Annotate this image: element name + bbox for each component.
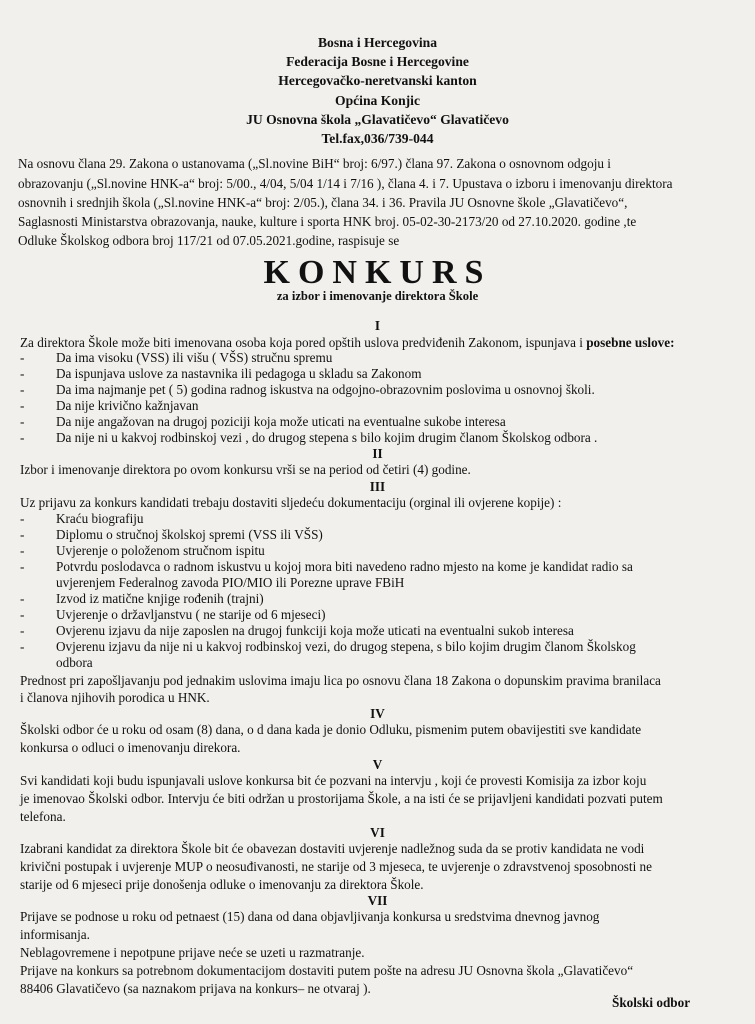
section-5-line: je imenovao Školski odbor. Intervju će biti održan u prostorijama Škole, a na isti će se prijavljeni kandidati pozvati putem <box>20 791 663 806</box>
section-6-line: krivični postupak i uvjerenje MUP o neosuđivanosti, ne starije od 3 mjeseca, te uvjerenje o zdravstvenoj sposobnosti ne <box>20 859 653 874</box>
section-number: IV <box>370 706 385 721</box>
section-4-line: konkursa o odluci o imenovanju direkora. <box>20 740 241 755</box>
document-subtitle: za izbor i imenovanje direktora Škole <box>276 289 479 303</box>
section-number: V <box>372 757 383 772</box>
section-5-line: Svi kandidati koji budu ispunjavali uslove konkursa bit će pozvani na intervju , koji će provesti Komisija za izbor koju <box>20 773 647 788</box>
list-item: - Ovjerenu izjavu da nije zaposlen na drugoj funkciji koja može uticati na eventualni sukob interesa <box>20 623 574 638</box>
document-header <box>0 33 755 148</box>
document-title: KONKURS <box>263 254 492 291</box>
intro-line: Saglasnosti Ministarstva obrazovanja, nauke, kulture i sporta HNK broj. 05-02-30-2173/20 od 27.10.2020. godine ,te <box>18 214 637 229</box>
intro-line: Na osnovu člana 29. Zakona o ustanovama („Sl.novine BiH“ broj: 6/97.) člana 97. Zakona o osnovnom odgoju i <box>18 156 611 171</box>
section-5-line: telefona. <box>20 809 66 824</box>
list-item: - Da nije angažovan na drugoj poziciji koja može uticati na eventualne sukobe interesa <box>20 414 506 429</box>
header-line: JU Osnovna škola „Glavatičevo“ Glavatičevo <box>246 111 509 127</box>
list-item-continuation: uvjerenjem Federalnog zavoda PIO/MIO ili Porezne uprave FBiH <box>56 575 405 590</box>
list-item: - Kraću biografiju <box>20 511 144 526</box>
section-7-line: 88406 Glavatičevo (sa naznakom prijava na konkurs– ne otvaraj ). <box>20 981 371 996</box>
section-number: II <box>372 446 383 461</box>
section-7-line: Prijave na konkurs sa potrebnom dokumentacijom dostaviti putem pošte na adresu JU Osnovna škola „Glavatičevo“ <box>20 963 634 978</box>
header-line: Hercegovačko-neretvanski kanton <box>278 73 477 89</box>
section-6-line: Izabrani kandidat za direktora Škole bit će obavezan dostaviti uvjerenje nadležnog suda da se protiv kandidata ne vodi <box>20 841 645 856</box>
list-item: - Diplomu o stručnoj školskoj spremi (VSS ili VŠS) <box>20 527 323 542</box>
intro-line: obrazovanju („Sl.novine HNK-a“ broj: 5/00., 4/04, 5/04 1/14 i 7/16 ), člana 4. i 7. Upustava o izboru i imenovanju direktora <box>18 176 673 191</box>
intro-line: Odluke Školskog odbora broj 117/21 od 07.05.2021.godine, raspisuje se <box>18 233 400 248</box>
header-line: Federacija Bosne i Hercegovine <box>286 54 469 70</box>
list-item: - Uvjerenje o državljanstvu ( ne starije od 6 mjeseci) <box>20 607 326 622</box>
section-7-line: Neblagovremene i nepotpune prijave neće se uzeti u razmatranje. <box>20 945 365 960</box>
list-item-continuation: odbora <box>56 655 93 670</box>
header-line: Bosna i Hercegovina <box>317 35 438 50</box>
lead-bold: posebne uslove <box>586 335 671 350</box>
list-item: - Uvjerenje o položenom stručnom ispitu <box>20 543 265 558</box>
intro-line: osnovnih i srednjih škola („Sl.novine HNK-a“ broj: 2/05.), člana 34. i 36. Pravila JU Osnovne škole „Glavatičevo“, <box>18 195 628 210</box>
lead-text: Za direktora Škole može biti imenovana osoba koja pored opštih uslova predviđenih Zakonom, ispunjava i <box>20 335 587 350</box>
section-number: VII <box>367 893 388 908</box>
list-item: - Da nije krivično kažnjavan <box>20 398 199 413</box>
list-item: - Da nije ni u kakvoj rodbinskoj vezi , do drugog stepena s bilo kojim drugim članom Školskog odbora . <box>20 430 598 445</box>
section-2-text: Izbor i imenovanje direktora po ovom konkursu vrši se na period od četiri (4) godine. <box>20 462 471 477</box>
section-3-note: i članova njihovih porodica u HNK. <box>20 690 210 705</box>
header-line: Općina Konjic <box>335 92 420 108</box>
signature: Školski odbor <box>612 995 691 1010</box>
section-6-line: starije od 6 mjeseci prije donošenja odluke o imenovanju za direktora Škole. <box>20 877 424 892</box>
list-item: - Da ima visoku (VSS) ili višu ( VŠS) stručnu spremu <box>20 350 333 365</box>
list-item: - Ovjerenu izjavu da nije ni u kakvoj rodbinskoj vezi, do drugog stepena, s bilo kojim drugim članom Školskog <box>20 639 636 654</box>
section-number: VI <box>370 825 385 840</box>
section-3-lead: Uz prijavu za konkurs kandidati trebaju dostaviti sljedeću dokumentaciju (orginal ili ovjerene kopije) : <box>20 495 562 510</box>
section-4-line: Školski odbor će u roku od osam (8) dana, o d dana kada je donio Odluku, pismenim putem obavijestiti sve kandidate <box>20 722 642 737</box>
lead-end: : <box>670 335 675 350</box>
section-number: I <box>374 318 381 333</box>
section-7-line: Prijave se podnose u roku od petnaest (15) dana od dana objavljivanja konkursa u sredstvima dnevnog javnog <box>20 909 600 924</box>
section-1-lead <box>20 334 675 352</box>
list-item: - Da ispunjava uslove za nastavnika ili pedagoga u skladu sa Zakonom <box>20 366 422 381</box>
header-line: Tel.fax,036/739-044 <box>321 131 434 147</box>
section-3-note: Prednost pri zapošljavanju pod jednakim uslovima imaju lica po osnovu člana 18 Zakona o dopunskim pravima branilaca <box>20 673 661 688</box>
section-number: III <box>369 479 386 494</box>
list-item: - Potvrdu poslodavca o radnom iskustvu u kojoj mora biti navedeno radno mjesto na kome je kandidat radio sa <box>20 559 633 574</box>
list-item: - Da ima najmanje pet ( 5) godina radnog iskustva na odgojno-obrazovnim poslovima u osnovnoj školi. <box>20 382 595 397</box>
list-item: - Izvod iz matične knjige rođenih (trajni) <box>20 591 264 606</box>
section-7-line: informisanja. <box>20 927 90 942</box>
